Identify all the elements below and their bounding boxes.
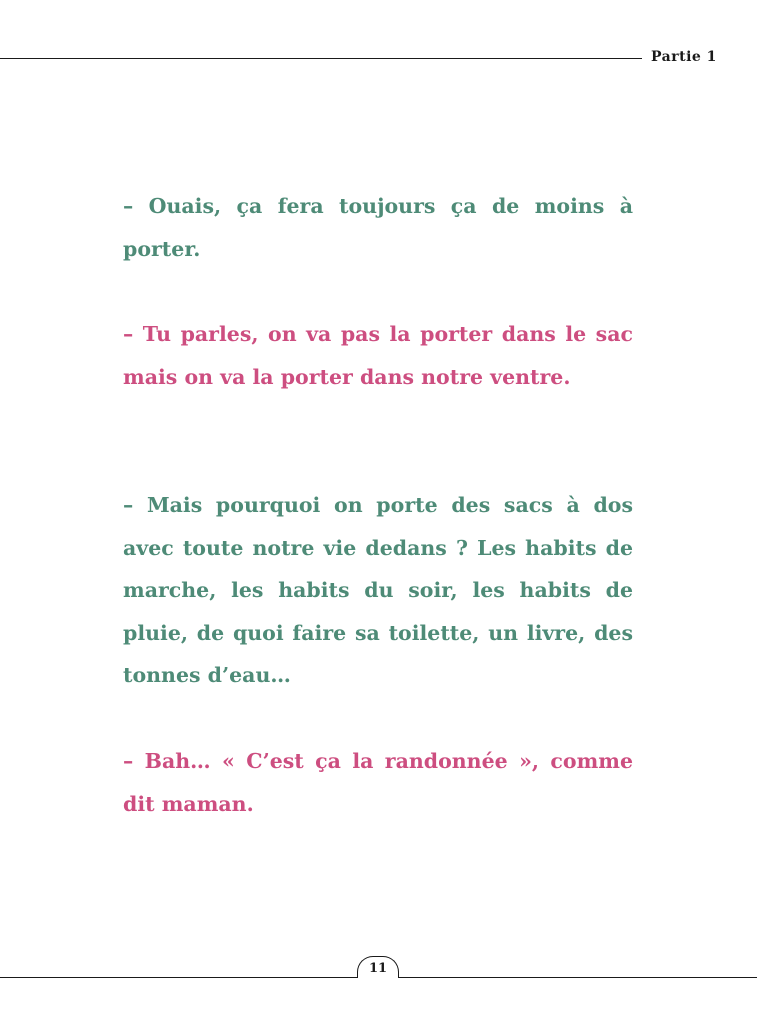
header-rule <box>0 58 642 59</box>
dialogue-line-1: – Ouais, ça fera toujours ça de moins à porter. <box>123 194 633 261</box>
dialogue-line-3: – Mais pourquoi on porte des sacs à dos avec toute notre vie dedans ? Les habits de marche, les habits du soir, les habits de pluie, de quoi faire sa toilette, un livre, des tonnes d’eau… <box>123 493 633 687</box>
page-number: 11 <box>368 961 388 976</box>
dialogue-line-4: – Bah… « C’est ça la randonnée », comme dit maman. <box>123 749 633 816</box>
section-label: Partie 1 <box>651 49 717 65</box>
dialogue-line-2: – Tu parles, on va pas la porter dans le sac mais on va la porter dans notre ventre. <box>123 322 633 389</box>
